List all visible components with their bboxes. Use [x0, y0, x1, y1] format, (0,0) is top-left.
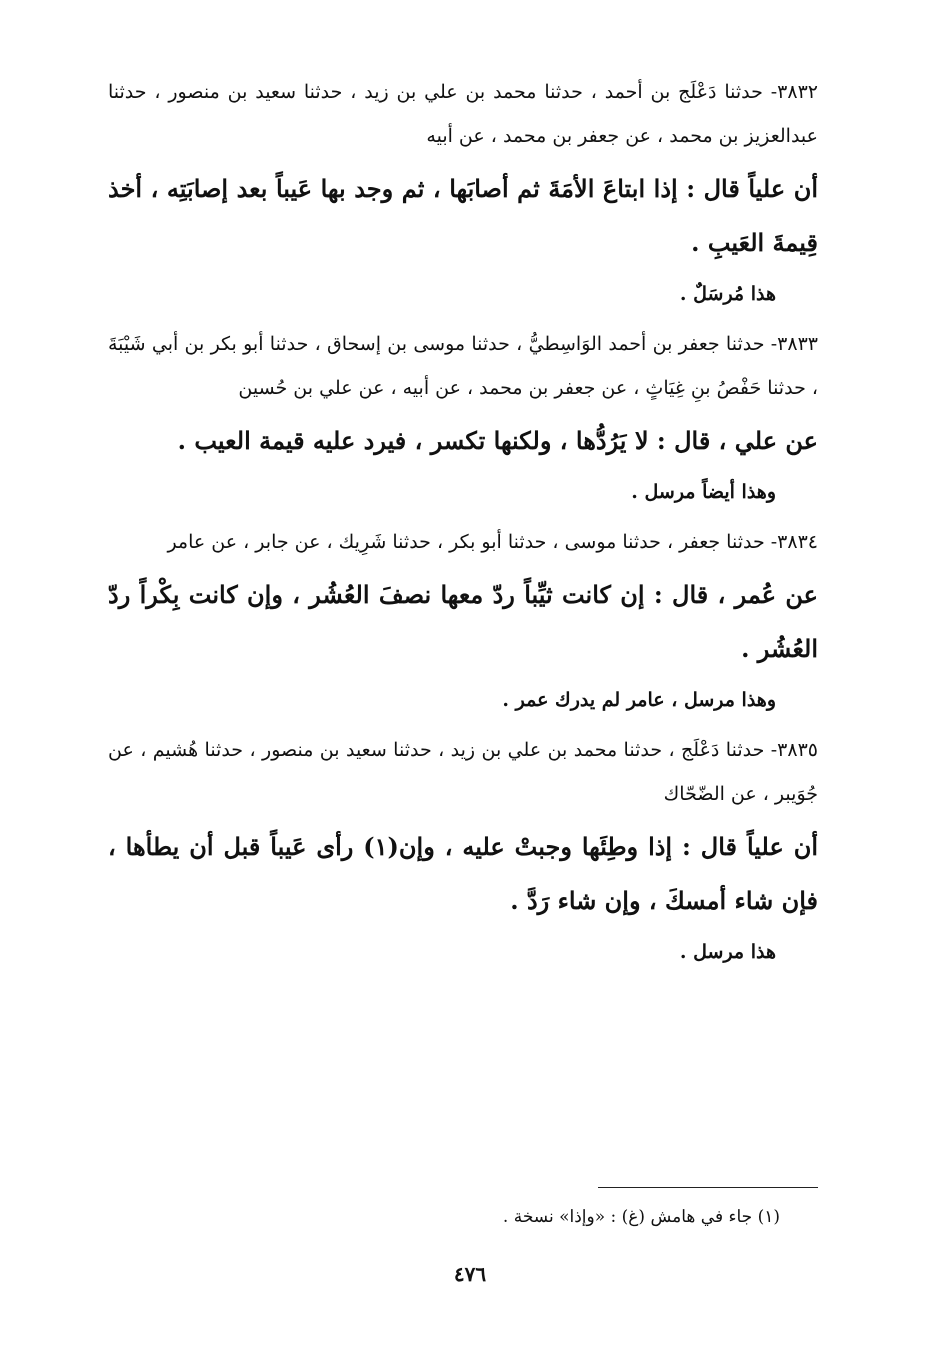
matn-text: أن علياً قال : إذا ابتاعَ الأمَةَ ثم أصابَها ، ثم وجد بها عَيباً بعد إصابَتِه ، أخذ قِيمةَ العَيبِ .: [108, 174, 818, 257]
hadith-entry: [108, 728, 818, 974]
hadith-entry: [108, 520, 818, 722]
grading-note: هذا مرسل .: [679, 941, 776, 963]
footnote: (١) جاء في هامش (غ) : «وإذا» نسخة .: [502, 1207, 780, 1227]
isnad-text: ٣٨٣٢- حدثنا دَعْلَج بن أحمد ، حدثنا محمد بن علي بن زيد ، حدثنا سعيد بن منصور ، حدثنا عبدالعزيز بن محمد ، عن جعفر بن محمد ، عن أبيه: [108, 81, 818, 147]
page-body: [108, 70, 818, 980]
footnote-divider: [598, 1187, 818, 1188]
grading-note: وهذا مرسل ، عامر لم يدرك عمر .: [502, 689, 776, 711]
page-number: ٤٧٦: [453, 1262, 487, 1286]
isnad-text: ٣٨٣٤- حدثنا جعفر ، حدثنا موسى ، حدثنا أبو بكر ، حدثنا شَرِيك ، عن جابر ، عن عامر: [167, 531, 818, 553]
matn-text: عن عُمر ، قال : إن كانت ثيِّباً ردّ معها نصفَ العُشُر ، وإن كانت بِكْراً ردّ العُشُر .: [108, 580, 818, 663]
hadith-entry: [108, 322, 818, 514]
grading-note: هذا مُرسَلٌ .: [679, 283, 776, 305]
isnad-text: ٣٨٣٣- حدثنا جعفر بن أحمد الوَاسِطيُّ ، حدثنا موسى بن إسحاق ، حدثنا أبو بكر بن أبي شَيْبَةَ ، حدثنا حَفْصُ بنِ غِيَاثٍ ، عن جعفر بن محمد ، عن أبيه ، عن علي بن حُسين: [108, 333, 818, 399]
grading-note: وهذا أيضاً مرسل .: [631, 481, 776, 503]
matn-text: عن علي ، قال : لا يَرُدُّها ، ولكنها تكسر ، فيرد عليه قيمة العيب .: [177, 426, 818, 455]
hadith-entry: [108, 70, 818, 316]
matn-text: أن علياً قال : إذا وطِئَها وجبتْ عليه ، وإن(١) رأى عَيباً قبل أن يطأها ، فإن شاء أمسكَ ، وإن شاء رَدَّ .: [108, 832, 818, 915]
isnad-text: ٣٨٣٥- حدثنا دَعْلَج ، حدثنا محمد بن علي بن زيد ، حدثنا سعيد بن منصور ، حدثنا هُشيم ، عن جُوَيبر ، عن الضّحّاك: [108, 739, 818, 805]
